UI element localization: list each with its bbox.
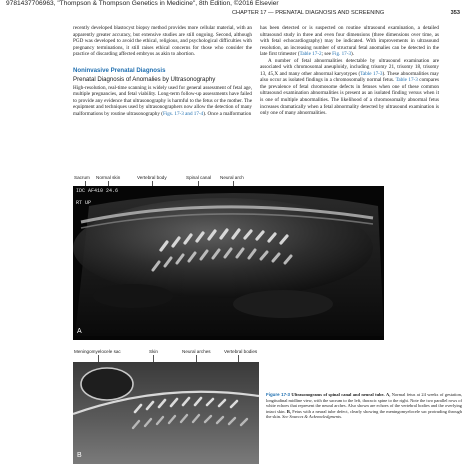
label-vertebral-bodies: Vertebral bodies: [224, 349, 258, 354]
panel-letter-a: A: [77, 328, 82, 335]
p1-end: ).: [351, 51, 355, 58]
scanner-id-label: IDC AF410 24.6: [76, 188, 119, 194]
chapter-title: CHAPTER 17 — PRENATAL DIAGNOSIS AND SCREENING: [232, 10, 385, 16]
label-normal-skin: Normal skin: [96, 175, 121, 180]
label-neural-arches: Neural arches: [182, 349, 211, 354]
label-skin: Skin: [149, 349, 158, 354]
panel-letter-b: B: [77, 452, 82, 459]
label-vertebral-body: Vertebral body: [137, 175, 167, 180]
section-title: Noninvasive Prenatal Diagnosis: [73, 66, 166, 74]
caption-text-a: Normal fetus at 24 weeks of gestation, longitudinal midline view, with the sacrum to the left, thoracic spine to the right. Note the two parallel rows of white echoes that represent the neural arches. Also shown are echoes of the vertebral bodies and the overlying intact skin.: [266, 392, 462, 414]
ultrasound-b-graphic: [73, 362, 259, 464]
caption-title: Ultrasonograms of spinal canal and neural tube.: [291, 392, 385, 397]
body-paragraph: [73, 85, 252, 118]
caption-text-b: Fetus with a neural tube defect, clearly showing the meningomyelocele sac protruding through the skin.: [266, 408, 462, 420]
body-text: High-resolution, real-time scanning is widely used for general assessment of fetal age, multiple pregnancies, and fetal viability. Long-term follow-up assessments have failed to provide any evidence that ultrasonography is harmful to the fetus or the mother. The equipment and techniques used by ultrasonographers now allow the detection of many malformations by routine ultrasonography (: [73, 84, 252, 117]
subsection-title: Prenatal Diagnosis of Anomalies by Ultrasonography: [73, 75, 216, 83]
table-link[interactable]: Table 17-2: [299, 51, 322, 58]
figure-link[interactable]: Figs. 17-3 and 17-4: [162, 110, 204, 117]
table-link[interactable]: Table 17-3: [395, 77, 418, 84]
p2-mid: ). These abnormalities may also occur as isolated findings in a chromosomally normal fetus.: [260, 70, 439, 84]
p1-text: has been detected or is suspected on routine ultrasound examination, a detailed ultrasound study in three and even four dimensions (three dimensions over time, as with fetal echocardiography) may be indicated. With improvements in ultrasound resolution, an increasing number of structural fetal anomalies can be detected in the late first trimester (: [260, 25, 439, 58]
p2-text: A number of fetal abnormalities detectable by ultrasound examination are associated with chromosomal aneuploidy, including trisomy 21, trisomy 18, trisomy 13, 45,X and many other abnormal karyotypes (: [260, 57, 439, 77]
left-column: [73, 25, 252, 117]
figure-caption: [266, 392, 462, 420]
caption-number: Figure 17-3: [266, 392, 290, 397]
ultrasound-a-graphic: [73, 186, 384, 340]
source-line: 9781437706963, "Thompson & Thompson Genetics in Medicine", 8th Edition, ©2016 Elsevier: [6, 0, 279, 7]
p1-mid: ; see: [321, 51, 333, 58]
label-meningomyelocele-sac: Meningomyelocele sac: [74, 349, 121, 354]
caption-panel-b: B,: [286, 408, 291, 414]
p2-end: compares the prevalence of fetal chromosome defects in fetuses when one of these common ultrasound examination abnormalities is present as an isolated finding versus when it is one of multiple abnormalities. The likelihood of a chromosomally abnormal fetus increases dramatically when a fetal abnormality detected by ultrasound examination is only one of many abnormalities.: [260, 77, 439, 117]
label-spinal-canal: Spinal canal: [186, 175, 212, 180]
ultrasound-image-b: [73, 362, 259, 464]
running-head: [232, 10, 460, 16]
right-paragraph-1: [260, 25, 439, 58]
figure-link[interactable]: Fig. 17-3: [332, 51, 352, 58]
intro-paragraph: recently developed blastocyst biopsy method provides more cellular material, with an apparently greater accuracy, but extensive studies are still ongoing. Second, although PGD was developed to avoid the ethical, religious, and psychological difficulties with pregnancy terminations, it still raises ethical concerns for those who consider the practice of discarding affected embryos as akin to abortion.: [73, 25, 252, 58]
ultrasound-image-a: [73, 186, 384, 340]
page-number: 353: [450, 10, 460, 16]
label-neural-arch: Neural arch: [220, 175, 244, 180]
caption-panel-a: A,: [386, 392, 391, 397]
caption-credit: See Sources & Acknowledgments.: [282, 414, 343, 420]
table-link[interactable]: Table 17-3: [360, 70, 383, 77]
body-tail: ). Once a malformation: [203, 110, 252, 117]
label-sacrum: Sacrum: [74, 175, 90, 180]
right-paragraph-2: [260, 58, 439, 117]
orientation-label: RT UP: [76, 200, 92, 206]
right-column: [260, 25, 439, 117]
